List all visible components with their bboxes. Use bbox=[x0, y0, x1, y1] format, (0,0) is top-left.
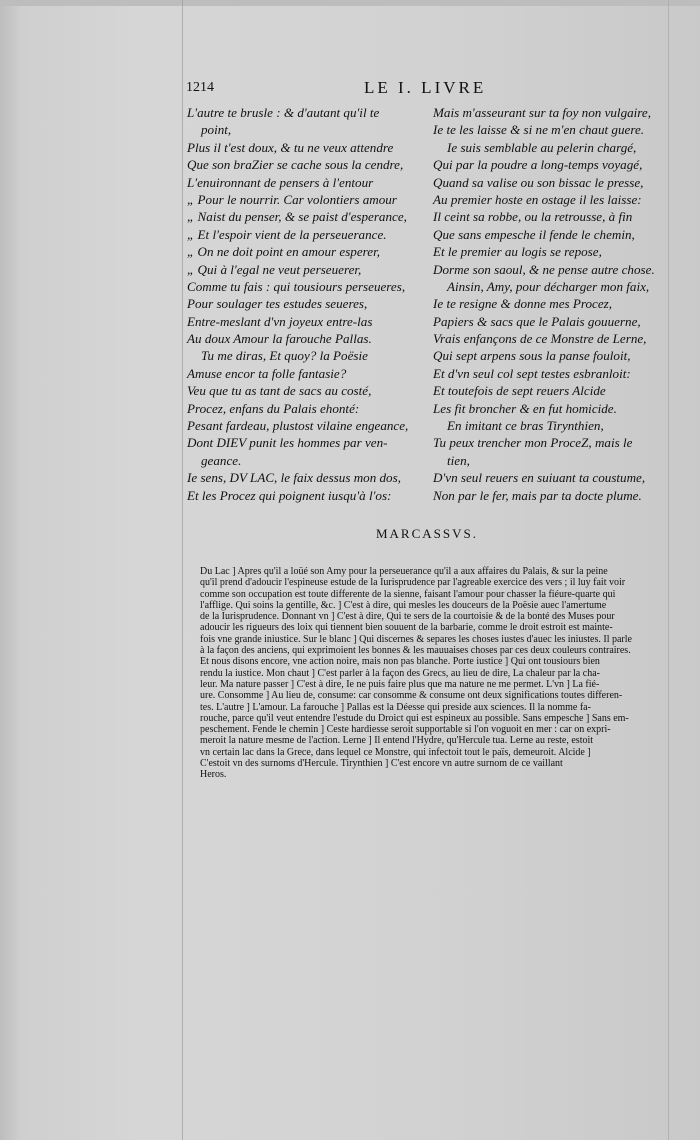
verse-line: point, bbox=[201, 122, 232, 138]
verse-line: Et toutefois de sept reuers Alcide bbox=[433, 383, 606, 399]
verse-line: Au premier hoste en ostage il les laisse: bbox=[433, 191, 642, 207]
commentary-line: Heros. bbox=[200, 769, 227, 781]
verse-column-left bbox=[187, 104, 427, 504]
verse-line: Ie suis semblable au pelerin chargé, bbox=[447, 139, 637, 155]
verse-line: Qui sept arpens sous la panse fouloit, bbox=[433, 348, 631, 364]
verse-line: Pour soulager tes estudes seueres, bbox=[187, 296, 368, 312]
verse-line: „ On ne doit point en amour esperer, bbox=[187, 244, 380, 260]
verse-line: Les fit broncher & en fut homicide. bbox=[433, 400, 617, 416]
verse-line: „ Naist du penser, & se paist d'esperance, bbox=[187, 209, 407, 225]
verse-line: D'vn seul reuers en suiuant ta coustume, bbox=[433, 470, 646, 486]
verse-line: Et les Procez qui poignent iusqu'à l'os: bbox=[187, 487, 392, 503]
page-header bbox=[186, 78, 680, 102]
commentary-line: fois vne grande iniustice. Sur le blanc ] Qui discernes & separes les choses iustes d'auec les iniustes. Il parle bbox=[200, 633, 632, 645]
verse-line: „ Pour le nourrir. Car volontiers amour bbox=[187, 191, 397, 207]
commentary-line: tes. L'autre ] L'amour. La farouche ] Pallas est la Déesse qui preside aux sciences. Il la nomme fa- bbox=[200, 701, 591, 713]
commentary-line: vn certain lac dans la Grece, dans lequel ce Monstre, qui infectoit tout le païs, demeuroit. Alcide ] bbox=[200, 746, 591, 758]
verse-column-right bbox=[433, 104, 683, 504]
verse-line: Ie te resigne & donne mes Procez, bbox=[433, 296, 613, 312]
verse-line: Dont DIEV punit les hommes par ven- bbox=[187, 435, 388, 451]
verse-line: Et d'vn seul col sept testes esbranloit: bbox=[433, 365, 631, 381]
commentary-line: rouche, parce qu'il veut entendre l'estude du Droict qui est espineux au possible. Sans empesche ] Sans em- bbox=[200, 712, 629, 724]
verse-line: Ainsin, Amy, pour décharger mon faix, bbox=[447, 278, 650, 294]
page-number: 1214 bbox=[186, 80, 214, 95]
verse-line: tien, bbox=[447, 452, 470, 468]
page-top-edge bbox=[0, 0, 700, 6]
verse-line: Pesant fardeau, plustost vilaine engeance, bbox=[187, 418, 409, 434]
page-fold-line bbox=[182, 0, 183, 1140]
verse-line: Ie sens, DV LAC, le faix dessus mon dos, bbox=[187, 470, 401, 486]
commentary-line: leur. Ma nature passer ] C'est à dire, Ie ne puis faire plus que ma nature ne me permet. L'vn ] La fié- bbox=[200, 678, 600, 690]
verse-line: Tu peux trencher mon ProceZ, mais le bbox=[433, 435, 633, 451]
verse-line: Tu me diras, Et quoy? la Poësie bbox=[201, 348, 368, 364]
verse-line: Ie te les laisse & si ne m'en chaut guere. bbox=[433, 122, 645, 138]
running-head: LE I. LIVRE bbox=[364, 78, 487, 97]
commentary-line: de la Iurisprudence. Donnant vn ] C'est à dire, Qui te sers de la courtoisie & de la bonté des Muses pour bbox=[200, 611, 615, 623]
verse-line: Qui par la poudre a long-temps voyagé, bbox=[433, 157, 643, 173]
commentary-line: Du Lac ] Apres qu'il a loüé son Amy pour la perseuerance qu'il a aux affaires du Palais, & sur la peine bbox=[200, 566, 608, 577]
verse-line: Procez, enfans du Palais ehonté: bbox=[187, 400, 360, 416]
commentary-line: C'estoit vn des surnoms d'Hercule. Tirynthien ] C'est encore vn autre surnom de ce vaillant bbox=[200, 758, 563, 770]
commentary-line: peschement. Fende le chemin ] Ceste hardiesse seroit supportable si l'on voguoit en mer : car on expri- bbox=[200, 724, 611, 736]
commentary-line: ure. Consomme ] Au lieu de, consume: car consomme & consume ont deux significations toutes differen- bbox=[200, 690, 623, 702]
commentary-line: Et nous disons encore, vne action noire, mais non pas blanche. Porte iustice ] Qui ont tousiours bien bbox=[200, 656, 600, 668]
verse-line: L'autre te brusle : & d'autant qu'il te bbox=[187, 105, 380, 120]
verse-line: L'enuironnant de pensers à l'entour bbox=[187, 174, 374, 190]
verse-line: Comme tu fais : qui tousiours perseueres, bbox=[187, 278, 406, 294]
verse-line: Entre-meslant d'vn joyeux entre-las bbox=[187, 313, 373, 329]
commentary-block bbox=[200, 566, 672, 781]
verse-line: Au doux Amour la farouche Pallas. bbox=[187, 331, 372, 347]
verse-line: Plus il t'est doux, & tu ne veux attendre bbox=[187, 139, 394, 155]
commentary-title: MARCASSVS. bbox=[375, 526, 478, 541]
verse-line: Vrais enfançons de ce Monstre de Lerne, bbox=[433, 331, 647, 347]
verse-line: Quand sa valise ou son bissac le presse, bbox=[433, 174, 644, 190]
verse-line: „ Et l'espoir vient de la perseuerance. bbox=[187, 226, 387, 242]
verse-line: „ Qui à l'egal ne veut perseuerer, bbox=[187, 261, 362, 277]
verse-line: Dorme son saoul, & ne pense autre chose. bbox=[433, 261, 655, 277]
commentary-line: comme son occupation est toute differente de la sienne, faisant l'amour pour chasser la fiéure-quarte qui bbox=[200, 588, 616, 600]
verse-line: Papiers & sacs que le Palais gouuerne, bbox=[433, 313, 641, 329]
verse-line: Et le premier au logis se repose, bbox=[433, 244, 602, 260]
commentary-line: qu'il prend d'adoucir l'espineuse estude de la Iurisprudence par l'agreable exercice des vers ; il luy fait voir bbox=[200, 577, 626, 589]
commentary-line: à la façon des anciens, qui exprimoient les bonnes & les mauuaises choses par ces deux couleurs contraires. bbox=[200, 645, 631, 657]
commentary-line: l'afflige. Qui soins la gentille, &c. ] C'est à dire, qui mesles les douceurs de la Poësie auec l'amertume bbox=[200, 599, 607, 611]
verse-line: Mais m'asseurant sur ta foy non vulgaire, bbox=[433, 105, 651, 120]
commentary-line: adoucir les rigueurs des loix qui tiennent bien souuent de la barbarie, comme le droit estroit est mainte- bbox=[200, 622, 613, 634]
verse-line: Que son braZier se cache sous la cendre, bbox=[187, 157, 404, 173]
verse-line: En imitant ce bras Tirynthien, bbox=[447, 418, 604, 434]
verse-line: Que sans empesche il fende le chemin, bbox=[433, 226, 635, 242]
verse-line: Veu que tu as tant de sacs au costé, bbox=[187, 383, 372, 399]
commentary-line: meroit la nature mesme de l'action. Lerne ] Il entend l'Hydre, qu'Hercule tua. Lerne au reste, estoit bbox=[200, 735, 594, 747]
verse-line: geance. bbox=[201, 452, 242, 468]
commentary-line: rendu la iustice. Mon chaut ] C'est parler à la façon des Grecs, au lieu de dire, La chaleur par la cha- bbox=[200, 667, 600, 679]
verse-line: Amuse encor ta folle fantasie? bbox=[187, 365, 347, 381]
verse-line: Il ceint sa robbe, ou la retrousse, à fin bbox=[433, 209, 633, 225]
verse-line: Non par le fer, mais par ta docte plume. bbox=[433, 487, 642, 503]
